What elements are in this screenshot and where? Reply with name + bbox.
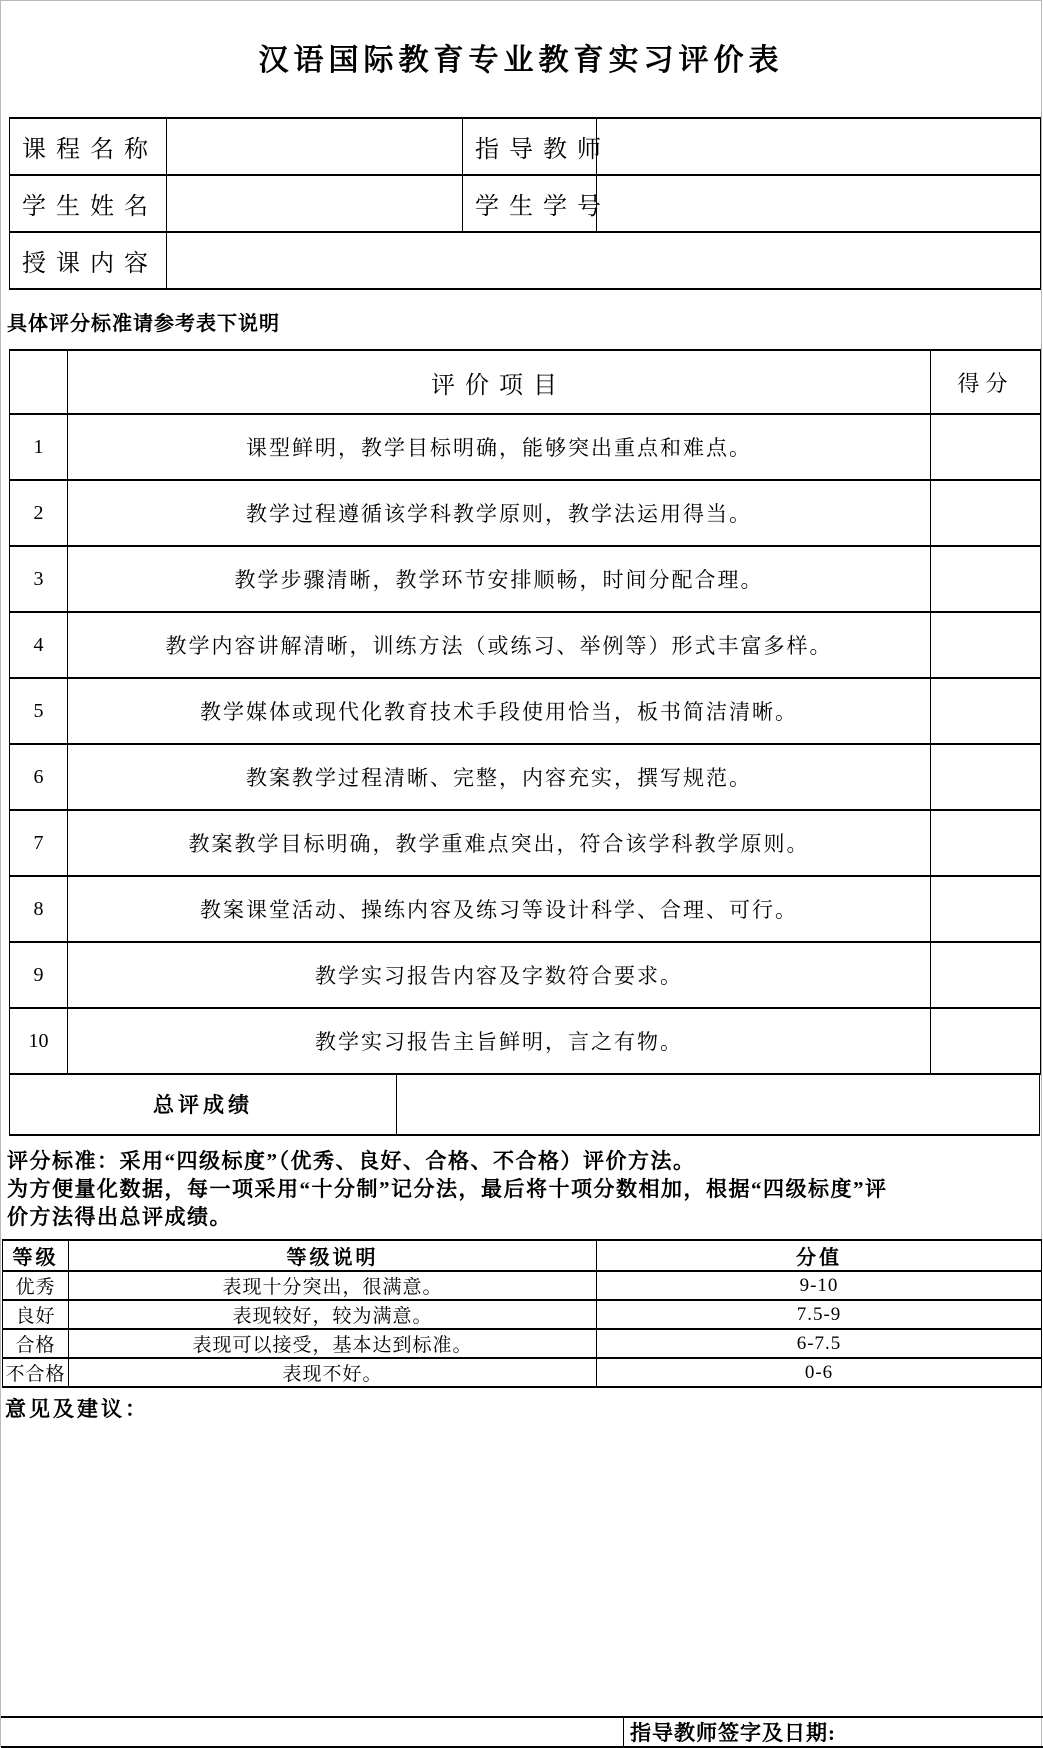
item-text: 教学媒体或现代化教育技术手段使用恰当，板书简洁清晰。 [68,678,931,744]
grade-legend-table [2,1239,1042,1388]
overall-score-label: 总评成绩 [10,1073,397,1134]
table-row [3,1271,1042,1300]
table-row [10,942,1041,1008]
score-field[interactable] [931,414,1041,480]
student-id-label: 学生学号 [463,175,597,232]
score-field[interactable] [931,744,1041,810]
grade-range: 0-6 [597,1358,1042,1387]
teaching-content-field[interactable] [167,232,1041,289]
grade-level: 合格 [3,1329,69,1358]
item-text: 教案教学目标明确，教学重难点突出，符合该学科教学原则。 [68,810,931,876]
table-row [10,546,1041,612]
criteria-line: 评分标准：采用“四级标度”（优秀、良好、合格、不合格）评价方法。 [7,1149,696,1173]
header-score-label: 得分 [931,350,1041,414]
grade-range: 7.5-9 [597,1300,1042,1329]
grade-table-header [3,1240,1042,1271]
table-row [3,1329,1042,1358]
criteria-line: 价方法得出总评成绩。 [7,1205,232,1229]
student-name-label: 学生姓名 [10,175,167,232]
item-number: 4 [10,612,68,678]
item-text: 教案课堂活动、操练内容及练习等设计科学、合理、可行。 [68,876,931,942]
item-text: 教学实习报告主旨鲜明，言之有物。 [68,1008,931,1074]
table-row [10,1008,1041,1074]
item-number: 9 [10,942,68,1008]
grade-desc-header: 等级说明 [69,1240,597,1271]
grade-range: 9-10 [597,1271,1042,1300]
item-number: 8 [10,876,68,942]
item-number: 6 [10,744,68,810]
table-row [3,1358,1042,1387]
grade-range: 6-7.5 [597,1329,1042,1358]
table-row [10,612,1041,678]
item-text: 教学内容讲解清晰，训练方法（或练习、举例等）形式丰富多样。 [68,612,931,678]
score-field[interactable] [931,810,1041,876]
item-number: 2 [10,480,68,546]
page-title: 汉语国际教育专业教育实习评价表 [258,44,784,77]
item-text: 教学过程遵循该学科教学原则，教学法运用得当。 [68,480,931,546]
item-text: 教学步骤清晰，教学环节安排顺畅，时间分配合理。 [68,546,931,612]
item-number: 7 [10,810,68,876]
info-row-student [10,175,1041,232]
evaluation-table-header [10,350,1041,414]
table-row [3,1300,1042,1329]
info-table [9,117,1041,290]
course-name-field[interactable] [167,118,463,175]
criteria-line: 为方便量化数据，每一项采用“十分制”记分法，最后将十项分数相加，根据“四级标度”评 [7,1177,888,1201]
table-row [10,810,1041,876]
grade-level: 优秀 [3,1271,69,1300]
item-text: 教案教学过程清晰、完整，内容充实，撰写规范。 [68,744,931,810]
advisor-label: 指导教师 [463,118,597,175]
grade-desc: 表现可以接受，基本达到标准。 [69,1329,597,1358]
table-row [10,678,1041,744]
signature-row [1,1716,1043,1748]
table-row [10,480,1041,546]
signature-cell[interactable] [624,1718,1043,1746]
signature-left-cell[interactable] [1,1718,624,1746]
signature-label: 指导教师签字及日期: [630,1721,836,1745]
table-row [10,744,1041,810]
grade-desc: 表现十分突出，很满意。 [69,1271,597,1300]
grade-range-header: 分值 [597,1240,1042,1271]
student-name-field[interactable] [167,175,463,232]
header-number-cell [10,350,68,414]
course-name-label: 课程名称 [10,118,167,175]
scoring-note: 具体评分标准请参考表下说明 [7,313,280,335]
score-field[interactable] [931,1008,1041,1074]
advisor-field[interactable] [597,118,1041,175]
info-row-course [10,118,1041,175]
item-number: 3 [10,546,68,612]
suggestions-label: 意见及建议： [5,1397,149,1421]
item-number: 5 [10,678,68,744]
score-field[interactable] [931,942,1041,1008]
item-number: 1 [10,414,68,480]
item-text: 教学实习报告内容及字数符合要求。 [68,942,931,1008]
overall-score-field[interactable] [397,1073,1039,1134]
scoring-criteria [7,1147,1039,1231]
grade-level: 不合格 [3,1358,69,1387]
score-field[interactable] [931,480,1041,546]
score-field[interactable] [931,876,1041,942]
overall-score-row [9,1073,1040,1136]
evaluation-table [9,349,1041,1075]
score-field[interactable] [931,546,1041,612]
grade-level: 良好 [3,1300,69,1329]
table-row [10,876,1041,942]
info-row-content [10,232,1041,289]
score-field[interactable] [931,612,1041,678]
grade-desc: 表现不好。 [69,1358,597,1387]
header-item-label: 评价项目 [68,350,931,414]
suggestions-area[interactable] [3,1425,1039,1711]
score-field[interactable] [931,678,1041,744]
item-text: 课型鲜明，教学目标明确，能够突出重点和难点。 [68,414,931,480]
grade-level-header: 等级 [3,1240,69,1271]
table-row [10,414,1041,480]
student-id-field[interactable] [597,175,1041,232]
teaching-content-label: 授课内容 [10,232,167,289]
item-number: 10 [10,1008,68,1074]
grade-desc: 表现较好，较为满意。 [69,1300,597,1329]
